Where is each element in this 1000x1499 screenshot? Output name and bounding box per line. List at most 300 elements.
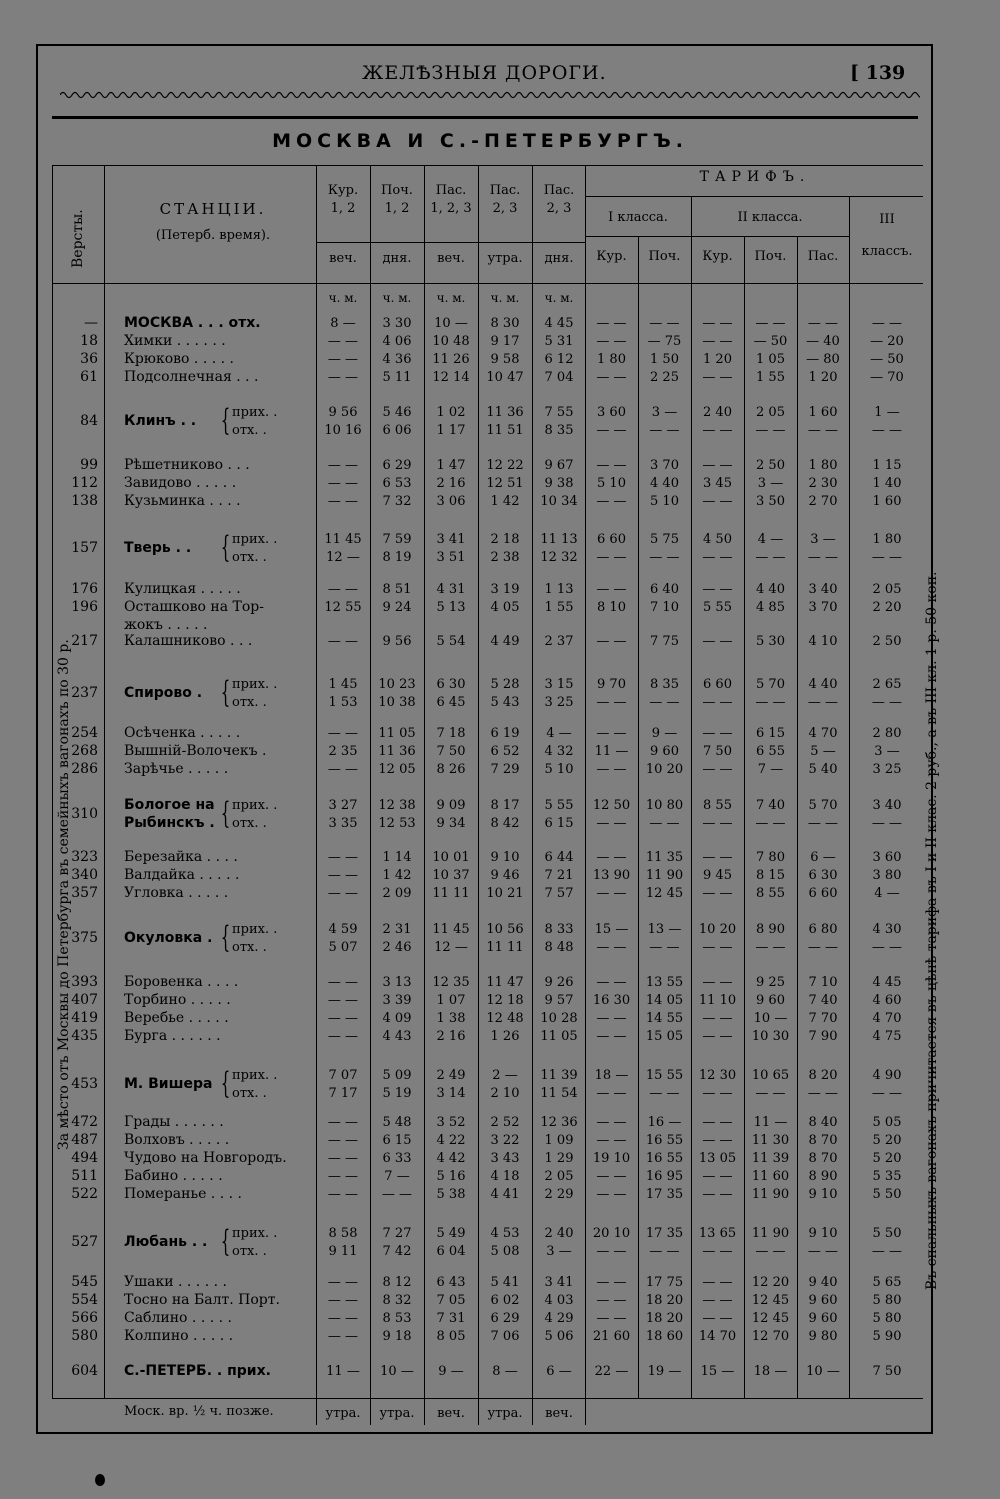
station-name: Ушаки . . . . . . [124,1274,227,1290]
train-4-time: 6 52 [490,744,520,759]
fare-6: 1 80 [872,532,902,547]
station-name: Осташково на Тор- [124,599,264,615]
train-3-classes: 1, 2, 3 [430,201,472,216]
train-3-time: 7 31 [436,1311,466,1326]
fare-3: 15 — [700,1364,735,1379]
train-5-time: 4 03 [544,1293,574,1308]
fare-1: 8 10 [597,600,626,615]
departure-label: отх. . [232,423,267,438]
train-2-classes: 1, 2 [384,201,410,216]
train-4-time: 7 29 [490,762,520,777]
fare-1: 3 60 [597,405,626,420]
fare-1: — — [596,1169,627,1184]
train-4-time: 3 19 [490,582,520,597]
train-2-time: 9 56 [382,634,412,649]
fare-3: 12 30 [698,1068,737,1083]
train-5-time: 4 45 [544,316,574,331]
train-1-time: 2 35 [328,744,358,759]
fare-4: 5 30 [756,634,785,649]
train-1-time: — — [327,476,359,491]
train-3-period: веч. [437,251,465,266]
train-1-time: — — [327,1275,359,1290]
footer-period-1: утра. [325,1406,361,1421]
station-name-cont: жокъ . . . . . [124,617,208,633]
train-2-hm: ч. м. [382,291,412,305]
fare-1: — — [596,494,627,509]
brace-icon: { [220,403,231,438]
brace-icon: { [220,675,231,710]
fare-1: — — [596,1133,627,1148]
train-2-time: 1 14 [382,850,412,865]
fare-4: 11 90 [751,1187,790,1202]
station-name: Рѣшетниково . . . [124,457,250,473]
train-2-time-dep: 12 53 [378,816,416,831]
fare-4: 12 45 [751,1311,790,1326]
fare-6: 2 05 [872,582,902,597]
fare-4: 12 70 [751,1329,790,1344]
fare-2: 7 10 [650,600,679,615]
train-2-time-dep: 8 19 [382,550,412,565]
train-2-time: 8 12 [382,1275,412,1290]
station-name: Веребье . . . . . [124,1010,229,1026]
train-3-time: 2 49 [436,1068,466,1083]
train-4-type: Пас. [489,183,521,198]
station-name: Спирово . [124,685,203,701]
fare-5: 8 20 [808,1068,838,1083]
fare-2: 18 20 [645,1311,684,1326]
fare-4: 10 65 [751,1068,790,1083]
fare-1: — — [596,1293,627,1308]
train-4-time: 6 29 [490,1311,520,1326]
train-4-time: 4 49 [490,634,520,649]
fare-3: 7 50 [703,744,732,759]
verst-value: 112 [71,475,98,491]
fare-6: 4 45 [872,975,902,990]
fare-2: 11 35 [645,850,684,865]
train-1-time: 8 — [330,316,356,331]
train-1-time-dep: 10 16 [324,423,362,438]
train-4-time: 4 41 [490,1187,520,1202]
fare-4: 11 90 [751,1226,790,1241]
footer-period-3: веч. [437,1406,465,1421]
fare-5: 3 40 [808,582,838,597]
train-3-time: 4 42 [436,1151,466,1166]
fare-3: 1 20 [703,352,732,367]
train-5-time: 3 41 [544,1275,574,1290]
train-2-time: — — [381,1187,413,1202]
train-1-time-dep: 9 11 [328,1244,358,1259]
train-5-time: 7 55 [544,405,574,420]
c1-kur-header: Кур. [596,249,627,264]
fare-4: 6 55 [756,744,785,759]
fare-2: 14 55 [645,1011,684,1026]
fare-5: 7 90 [808,1029,838,1044]
train-4-hm: ч. м. [490,291,520,305]
fare-4: 12 45 [751,1293,790,1308]
train-4-time: 1 42 [490,494,520,509]
versts-line [104,165,105,1398]
fare-2: 5 75 [650,532,679,547]
fare-2: 15 55 [645,1068,684,1083]
fare-1: — — [596,726,627,741]
train-4-time: 12 18 [486,993,524,1008]
train-1-time: — — [327,370,359,385]
station-name: Грады . . . . . . [124,1114,224,1130]
fare-2: 12 45 [645,886,684,901]
train-5-time-dep: 8 48 [544,940,574,955]
train-4-time-dep: 8 42 [490,816,520,831]
train-4-time-dep: 11 11 [486,940,524,955]
fare-2: 9 — [651,726,678,741]
departure-label: отх. . [232,550,267,565]
verst-value: 176 [71,581,98,597]
fare-6: 5 20 [872,1133,902,1148]
train-1-time: — — [327,726,359,741]
arrival-label: приx. . [232,532,278,547]
train-3-time: 4 22 [436,1133,466,1148]
fare-2-dep: — — [649,550,680,565]
train-1-classes: 1, 2 [330,201,356,216]
fare-4: 11 30 [751,1133,790,1148]
train-5-period: дня. [544,251,574,266]
tariff-subrule [585,196,923,197]
station-name: МОСКВА . . . отх. [124,315,261,331]
fare-2: 14 05 [645,993,684,1008]
fare-4-dep: — — [755,1244,786,1259]
train-5-time: 5 06 [544,1329,574,1344]
train-5-time: 3 15 [544,677,574,692]
train-3-time: 8 26 [436,762,466,777]
fare-2: 13 — [647,922,682,937]
fare-5: 10 — [806,1364,840,1379]
fare-2: 15 05 [645,1029,684,1044]
fare-6: 3 — [874,744,900,759]
train-4-time: 10 56 [486,922,524,937]
fare-1: 12 50 [592,798,631,813]
fare-3-dep: — — [702,816,733,831]
train-1-time: — — [327,850,359,865]
fare-6: 5 65 [872,1275,902,1290]
fare-5: 7 70 [808,1011,838,1026]
fare-2-dep: — — [649,816,680,831]
verst-value: 157 [71,540,98,556]
station-name: Валдайка . . . . . [124,867,240,883]
train-5-time: 5 55 [544,798,574,813]
train-4-time-dep: 2 10 [490,1086,520,1101]
verst-value: 196 [71,599,98,615]
fare-6-dep: — — [871,1244,903,1259]
train-3-time-dep: 6 04 [436,1244,466,1259]
train-4-time: 10 47 [486,370,524,385]
fare-3: 14 70 [698,1329,737,1344]
train-4-time: 9 10 [490,850,520,865]
fare-2: 9 60 [650,744,679,759]
verst-value: 61 [80,369,98,385]
train-4-time: 12 51 [486,476,524,491]
verst-value: 419 [71,1010,98,1026]
fare-1: 13 90 [592,868,631,883]
train-5-time: 4 32 [544,744,574,759]
train-4-time: 4 18 [490,1169,520,1184]
train-1-time: — — [327,1151,359,1166]
verst-value: 494 [71,1150,98,1166]
running-title: ЖЕЛѢЗНЫЯ ДОРОГИ. [362,62,607,84]
fare-2: 13 55 [645,975,684,990]
train-2-time: 4 09 [382,1011,412,1026]
fare-4: 8 15 [756,868,785,883]
fare-6: 4 70 [872,1011,902,1026]
fare-6: 7 50 [872,1364,902,1379]
train-1-time: — — [327,1187,359,1202]
train-subrule [316,242,585,243]
verst-value: 36 [80,351,98,367]
fare-5: 4 70 [808,726,838,741]
train-2-time-dep: 10 38 [378,695,416,710]
station-name: Клинъ . . [124,413,197,429]
fare-2: 19 — [647,1364,682,1379]
fare-2: 7 75 [650,634,679,649]
verst-value: 487 [71,1132,98,1148]
station-name: Бологое на [124,797,215,813]
train-1-time: — — [327,1311,359,1326]
versts-header: Версты. [70,209,86,268]
train-1-time: — — [327,975,359,990]
fare-4: — — [755,316,786,331]
train-2-time: 10 23 [378,677,416,692]
train-3-time: 10 01 [432,850,470,865]
train-1-time: — — [327,1029,359,1044]
fare-1: — — [596,850,627,865]
fare-3: — — [702,1029,733,1044]
train-5-time: 7 57 [544,886,574,901]
train-2-time: 9 24 [382,600,412,615]
fare-2: 18 60 [645,1329,684,1344]
station-name: Зарѣчье . . . . . [124,761,229,777]
train-2-time: 8 53 [382,1311,412,1326]
fare-6: — — [871,316,903,331]
station-name: Подсолнечная . . . [124,369,259,385]
train-5-time: 1 09 [544,1133,574,1148]
class-subrule [585,236,849,237]
fare-2-dep: — — [649,695,680,710]
fare-6: 5 80 [872,1293,902,1308]
fare-3-dep: — — [702,940,733,955]
stations-header: СТАНЦІИ. [159,200,267,218]
train-2-time: 11 36 [378,744,416,759]
fare-6: — 20 [870,334,904,349]
fare-5-dep: — — [807,940,839,955]
train-2-time: 2 31 [382,922,412,937]
fare-6: 5 80 [872,1311,902,1326]
station-name-cont: Рыбинскъ . [124,815,215,831]
train-3-time: 7 18 [436,726,466,741]
verst-value: 138 [71,493,98,509]
fare-2: 17 35 [645,1226,684,1241]
fare-1: — — [596,886,627,901]
train-1-time-dep: 1 53 [328,695,358,710]
fare-2: 2 25 [650,370,679,385]
train-1-time: 11 45 [324,532,362,547]
train-1-time: — — [327,1169,359,1184]
verst-value: 393 [71,974,98,990]
fare-5: 1 20 [808,370,838,385]
train-4-time: 5 28 [490,677,520,692]
fare-4: 10 30 [751,1029,790,1044]
train-5-time: 1 29 [544,1151,574,1166]
fare-5: 2 70 [808,494,838,509]
grid-left-line [52,165,53,1398]
train-4-time: 2 — [492,1068,518,1083]
train-4-time-dep: 5 08 [490,1244,520,1259]
verst-value: 604 [71,1363,98,1379]
train-3-time: 10 48 [432,334,470,349]
train-3-time: 11 11 [432,886,470,901]
train-3-time: 3 06 [436,494,466,509]
station-name: Чудово на Новгородъ. [124,1150,287,1166]
train-5-time: 6 — [546,1364,572,1379]
fare-2-dep: — — [649,1244,680,1259]
train-4-time: 9 46 [490,868,520,883]
station-name: Торбино . . . . . [124,992,231,1008]
fare-2: 10 80 [645,798,684,813]
fare-6: 3 40 [872,798,902,813]
fare-1: — — [596,370,627,385]
footer-period-2: утра. [379,1406,415,1421]
train-5-time: 7 04 [544,370,574,385]
station-name: Саблино . . . . . [124,1310,232,1326]
train-4-time: 9 17 [490,334,520,349]
train-3-time: 5 16 [436,1169,466,1184]
fare-3: 9 45 [703,868,732,883]
train-1-hm: ч. м. [328,291,358,305]
fare-6: — 50 [870,352,904,367]
header-bottom-rule [52,283,923,284]
station-name: Волховъ . . . . . [124,1132,230,1148]
fare-6: 4 60 [872,993,902,1008]
train-4-time-dep: 2 38 [490,550,520,565]
grid-bottom-rule [52,1398,923,1399]
fare-4: 11 39 [751,1151,790,1166]
train-2-time-dep: 2 46 [382,940,412,955]
fare-1-dep: — — [596,816,627,831]
fare-5: 3 70 [808,600,838,615]
fare-3: 13 05 [698,1151,737,1166]
train-5-time-dep: 6 15 [544,816,574,831]
fare-6-dep: — — [871,550,903,565]
station-name: Окуловка . [124,930,213,946]
fare-1: — — [596,975,627,990]
train-5-time: 2 29 [544,1187,574,1202]
fare-2: 16 — [647,1115,682,1130]
fare-1: — — [596,1029,627,1044]
train-2-time: 8 51 [382,582,412,597]
train-1-time-dep: 12 — [326,550,360,565]
c2-poch-header: Поч. [754,249,787,264]
station-name: Померанье . . . . [124,1186,242,1202]
fare-4: 2 05 [756,405,785,420]
train-1-time: — — [327,634,359,649]
fare-5: 5 — [810,744,836,759]
train-1-time: — — [327,1133,359,1148]
fare-3: 3 45 [703,476,732,491]
station-name: С.-ПЕТЕРБ. . прих. [124,1363,271,1379]
train-4-time: 4 05 [490,600,520,615]
fare-3: 11 10 [698,993,737,1008]
fare-1: — — [596,1275,627,1290]
c1-poch-header: Поч. [648,249,681,264]
fare-6: 4 90 [872,1068,902,1083]
train-1-time: — — [327,886,359,901]
station-name: Бурга . . . . . . [124,1028,221,1044]
verst-value: 375 [71,930,98,946]
fare-2: 11 90 [645,868,684,883]
train-2-time: 5 09 [382,1068,412,1083]
train-4-time: 1 26 [490,1029,520,1044]
fare-4: 11 60 [751,1169,790,1184]
train-5-time: 8 33 [544,922,574,937]
fare-4: 12 20 [751,1275,790,1290]
train-5-time-dep: 12 32 [540,550,578,565]
fare-3: — — [702,1011,733,1026]
train-5-time-dep: 8 35 [544,423,574,438]
fare-4: 8 55 [756,886,785,901]
train-3-time: 12 14 [432,370,470,385]
train-3-time: 5 49 [436,1226,466,1241]
train-5-time: 1 13 [544,582,574,597]
fare-6-dep: — — [871,816,903,831]
fare-6: 3 25 [872,762,902,777]
train-2-time: 11 05 [378,726,416,741]
fare-6: 1 — [874,405,900,420]
fare-1-dep: — — [596,1244,627,1259]
train-3-time: 5 38 [436,1187,466,1202]
fare-6-dep: — — [871,695,903,710]
fare-4: 4 40 [756,582,785,597]
fare-5-dep: — — [807,550,839,565]
fare-6: 5 05 [872,1115,902,1130]
verst-value: 435 [71,1028,98,1044]
fare-4-dep: — — [755,816,786,831]
side-note-right: Въ спальныхъ вагонахъ причитается въ цѣнѣ тарифа въ I и II клас. 2 руб., а въ III кл. 1 р. 50 коп. [924,571,940,1290]
train-3-time-dep: 3 14 [436,1086,466,1101]
verst-value: 18 [80,333,98,349]
c2-pas-header: Пас. [807,249,839,264]
fare-6: 4 — [874,886,900,901]
page-number: [ 139 [850,62,906,84]
fare-5-dep: — — [807,695,839,710]
fare-6: 2 50 [872,634,902,649]
fare-5: 5 40 [808,762,838,777]
fare-3: 10 20 [698,922,737,937]
fare-2-dep: — — [649,423,680,438]
train-3-time-dep: 6 45 [436,695,466,710]
arrival-label: приx. . [232,1226,278,1241]
fare-2: 6 40 [650,582,679,597]
fare-5: — 80 [806,352,840,367]
fare-6: 3 60 [872,850,902,865]
train-1-time: 11 — [326,1364,360,1379]
fare-4: 7 — [757,762,784,777]
fare-1: — — [596,458,627,473]
fare-1: 22 — [594,1364,629,1379]
fare-4: 9 60 [756,993,785,1008]
train-2-time: 6 15 [382,1133,412,1148]
fare-3: — — [702,370,733,385]
train-3-time: 11 45 [432,922,470,937]
c2-kur-header: Кур. [702,249,733,264]
fare-3: — — [702,1133,733,1148]
fare-3: — — [702,1311,733,1326]
